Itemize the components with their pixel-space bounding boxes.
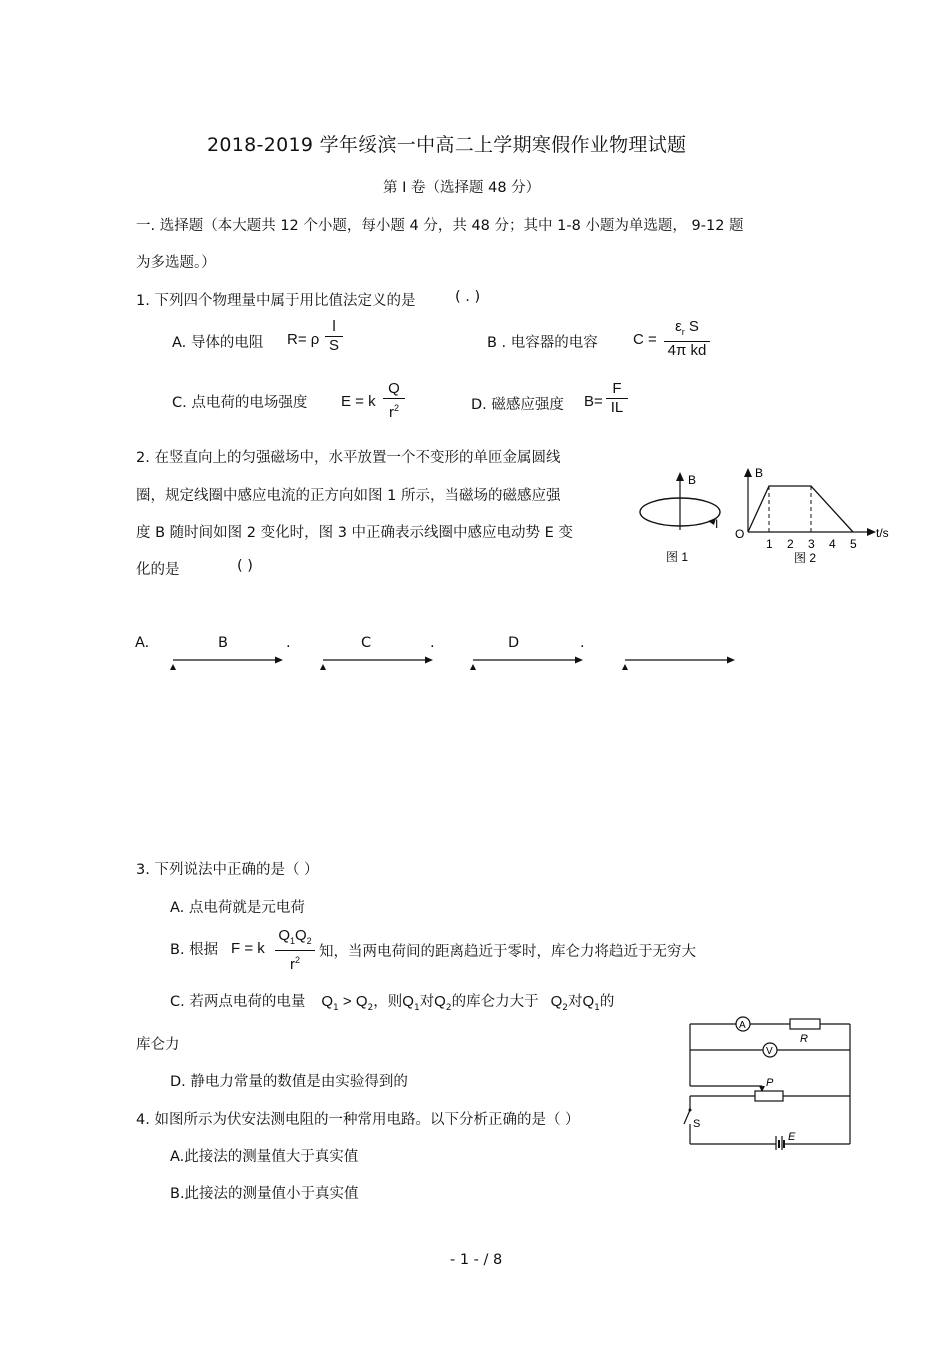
- q2-option-b-label: B: [218, 635, 228, 651]
- q1-option-b-lhs: C =: [633, 331, 657, 348]
- q2-option-b-axis: [320, 657, 433, 671]
- fig1-caption: 图 1: [666, 550, 689, 564]
- svg-text:V: V: [766, 1046, 773, 1057]
- q4-option-b: B.此接法的测量值小于真实值: [170, 1186, 359, 1202]
- q1-option-d-fraction: [606, 380, 628, 417]
- q1-option-c-label: C. 点电荷的电场强度: [172, 395, 308, 411]
- svg-text:R: R: [800, 1033, 808, 1045]
- fig2-tick-5: 5: [850, 537, 857, 551]
- q2-line-1: 2. 在竖直向上的匀强磁场中，水平放置一个不变形的单匝金属圆线: [136, 450, 561, 466]
- q2-line-4: 化的是: [136, 562, 180, 578]
- q2-option-d-dot: .: [580, 635, 585, 651]
- section-heading: 第 I 卷（选择题 48 分）: [383, 180, 541, 196]
- q3-b-numerator: $Q_1Q_2$: [278, 927, 312, 946]
- fig1-b-label: B: [688, 473, 697, 487]
- q1-c-denominator: $r^2$: [388, 403, 399, 421]
- q1-option-b-label: B . 电容器的电容: [487, 335, 598, 351]
- q1-stem: 1. 下列四个物理量中属于用比值法定义的是: [136, 293, 416, 309]
- svg-text:S: S: [693, 1118, 701, 1130]
- fig2-tick-3: 3: [808, 537, 815, 551]
- q3-option-d: D. 静电力常量的数值是由实验得到的: [170, 1074, 408, 1090]
- q2-option-b-dot: .: [286, 635, 291, 651]
- page-number: - 1 - / 8: [450, 1252, 503, 1268]
- q2-option-d-axis: [622, 657, 735, 671]
- switch-symbol: [684, 1109, 700, 1131]
- q1-option-a-fraction: [325, 318, 343, 355]
- fig2-caption: 图 2: [794, 551, 817, 565]
- q2-figure-2: [730, 464, 900, 568]
- svg-text:P: P: [766, 1077, 774, 1089]
- q1-a-denominator: S: [328, 337, 339, 354]
- voltmeter-symbol: [763, 1043, 777, 1057]
- q4-circuit-diagram: [680, 1012, 860, 1150]
- q1-d-numerator: F: [612, 380, 622, 397]
- q3-option-c-line2: 库仑力: [136, 1037, 180, 1053]
- q1-c-numerator: Q: [388, 380, 400, 397]
- fig2-b-label: B: [755, 466, 764, 480]
- q3-b-denominator: $r^2$: [289, 955, 300, 973]
- q1-option-d-label: D. 磁感应强度: [471, 397, 564, 413]
- fig2-tick-1: 1: [766, 537, 773, 551]
- svg-text:A: A: [739, 1020, 746, 1031]
- q2-line-3: 度 B 随时间如图 2 变化时，图 3 中正确表示线圈中感应电动势 E 变: [136, 525, 573, 541]
- q2-figure-1: [636, 466, 728, 566]
- resistor-r-symbol: [790, 1019, 820, 1045]
- q2-option-c-label: C: [361, 635, 372, 651]
- fig2-t-label: t/s: [876, 526, 889, 540]
- q1-option-c-fraction: [383, 380, 405, 422]
- q3-option-a: A. 点电荷就是元电荷: [170, 900, 305, 916]
- q1-option-d-lhs: B=: [584, 393, 603, 410]
- q1-a-numerator: l: [332, 318, 336, 335]
- q2-option-a-label: A.: [135, 635, 150, 651]
- q1-option-a-label: A. 导体的电阻: [172, 335, 264, 351]
- page-title: 2018-2019 学年绥滨一中高二上学期寒假作业物理试题: [207, 134, 687, 156]
- svg-text:E: E: [788, 1131, 796, 1143]
- q1-b-denominator: 4π kd: [667, 342, 707, 359]
- q3-option-b-fraction: [275, 927, 315, 974]
- q2-answer-paren: ( ): [237, 558, 253, 574]
- q3-stem: 3. 下列说法中正确的是（ ）: [136, 862, 319, 878]
- battery-symbol: [776, 1131, 796, 1150]
- q1-option-c-lhs: E = k: [341, 393, 376, 410]
- q2-line-2: 圈，规定线圈中感应电流的正方向如图 1 所示，当磁场的磁感应强: [136, 488, 561, 504]
- fig2-tick-2: 2: [787, 537, 794, 551]
- q1-d-denominator: IL: [610, 399, 624, 416]
- q2-option-d-label: D: [508, 635, 520, 651]
- q2-option-a-axis: [170, 657, 283, 671]
- ammeter-symbol: [736, 1017, 750, 1031]
- q2-option-c-dot: .: [430, 635, 435, 651]
- q2-option-graphs: [165, 652, 745, 672]
- fig1-i-label: I: [715, 517, 719, 531]
- instructions-line-2: 为多选题。）: [136, 255, 216, 271]
- q3-option-b-prefix: B. 根据: [170, 942, 219, 958]
- q4-stem: 4. 如图所示为伏安法测电阻的一种常用电路。以下分析正确的是（ ）: [136, 1112, 580, 1128]
- instructions-line-1: 一. 选择题（本大题共 12 个小题，每小题 4 分，共 48 分；其中 1-8 小题为单选题， 9-12 题: [136, 218, 744, 234]
- q3-option-c-line1: C. 若两点电荷的电量 $Q_1 > Q_2$，则$Q_1$对$Q_2$的库仑力大于 $Q_2$对$Q_1$的: [170, 993, 615, 1013]
- q2-option-c-axis: [470, 657, 583, 671]
- q3-option-b-lhs: F = k: [231, 940, 265, 957]
- rheostat-symbol: [755, 1077, 783, 1101]
- q4-option-a: A.此接法的测量值大于真实值: [170, 1149, 359, 1165]
- q3-option-b-text: 知，当两电荷间的距离趋近于零时，库仑力将趋近于无穷大: [319, 944, 696, 960]
- fig2-origin-label: O: [735, 527, 745, 541]
- q1-b-numerator: $\varepsilon_r$ S: [675, 318, 699, 337]
- q1-answer-paren: ( . ): [455, 289, 481, 305]
- q1-option-b-fraction: [664, 318, 710, 360]
- fig2-tick-4: 4: [829, 537, 836, 551]
- q1-option-a-lhs: R= ρ: [287, 331, 320, 348]
